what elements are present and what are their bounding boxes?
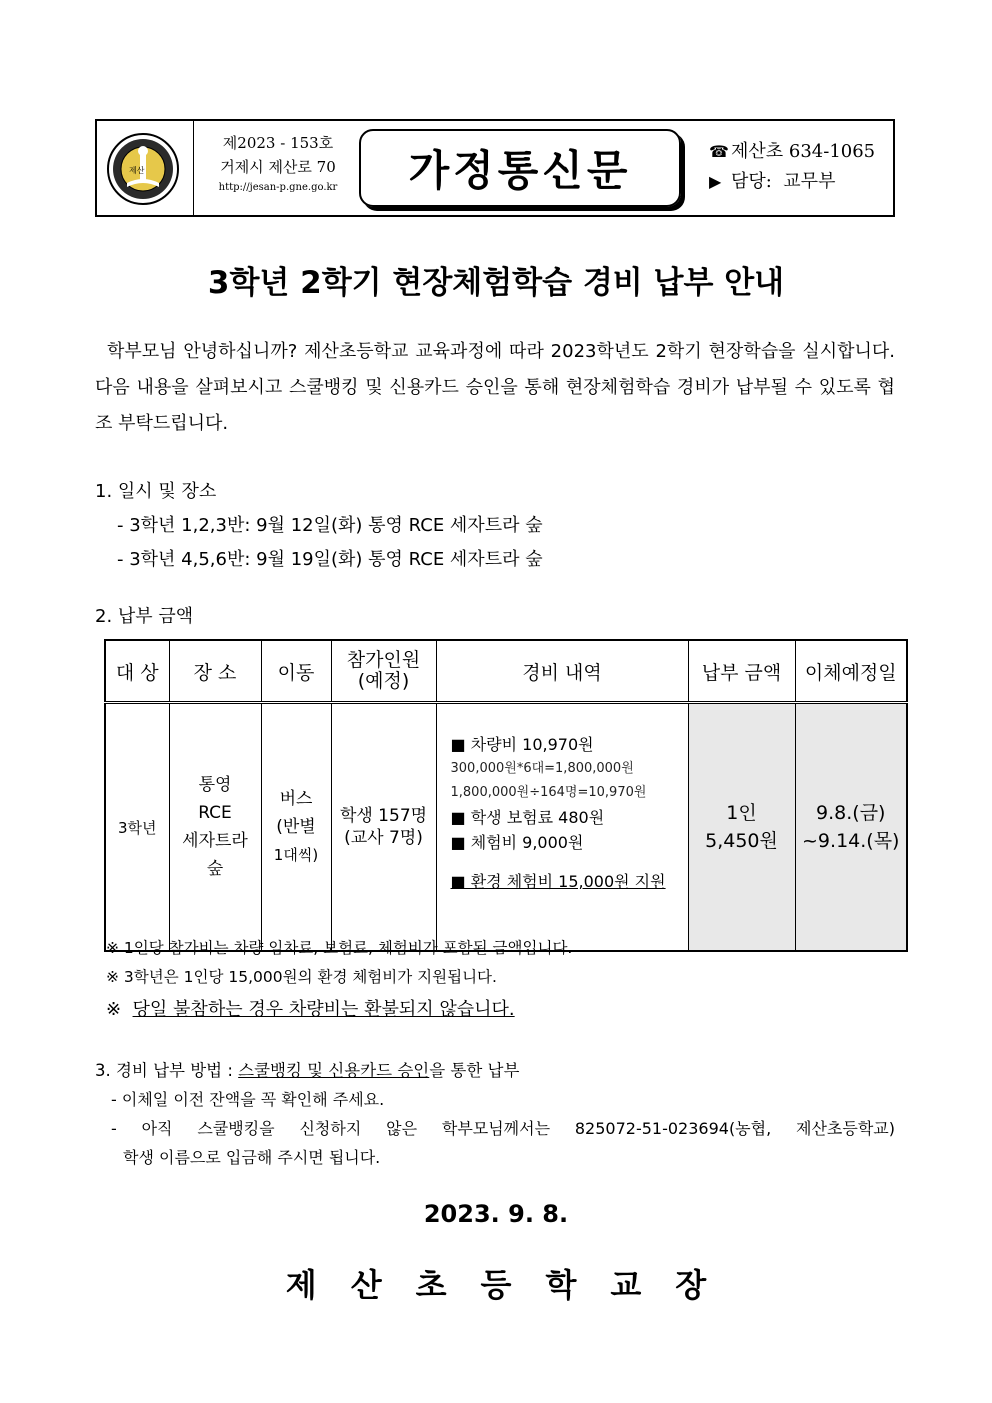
- phone-icon: ☎: [709, 142, 729, 161]
- school-emblem-icon: [107, 133, 179, 205]
- schedule-item: - 3학년 4,5,6반: 9월 19일(화) 통영 RCE 세자트라 숲: [117, 549, 543, 570]
- amount-line: 1인: [726, 802, 757, 824]
- method-item: 학생 이름으로 입금해 주시면 됩니다.: [123, 1148, 381, 1167]
- note: ※ 3학년은 1인당 15,000원의 환경 체험비가 지원됩니다.: [106, 968, 497, 986]
- method-item: - 이체일 이전 잔액을 꼭 확인해 주세요.: [111, 1090, 385, 1109]
- school-info: [203, 131, 353, 197]
- detail-bus-calc: 1,800,000원÷164명=10,970원: [450, 785, 647, 800]
- note: ※ 1인당 참가비는 차량 임차료, 보험료, 체험비가 포함된 금액입니다.: [106, 939, 573, 957]
- place-line: 통영: [198, 775, 232, 795]
- cell-amount: [688, 703, 795, 952]
- place-line: 세자트라: [182, 831, 248, 851]
- note-mark: ※: [106, 999, 122, 1020]
- cell-people: [331, 703, 436, 952]
- issue-number: 제2023 - 153호: [222, 134, 334, 152]
- detail-bus: ■ 차량비 10,970원: [450, 735, 594, 754]
- section3-heading: [95, 1057, 519, 1081]
- note-warning-text: 당일 불참하는 경우 차량비는 환불되지 않습니다.: [132, 999, 515, 1020]
- col-people: [331, 640, 436, 703]
- section3-method: 스쿨뱅킹 및 신용카드 승인: [238, 1061, 430, 1080]
- emblem-text: 제산: [129, 166, 145, 175]
- schedule-item: - 3학년 1,2,3반: 9월 12일(화) 통영 RCE 세자트라 숲: [117, 515, 543, 536]
- transfer-line: 9.8.(금): [816, 802, 886, 824]
- table-header-row: [105, 640, 907, 703]
- amount-line: 5,450원: [705, 830, 778, 852]
- transport-line: (반별: [276, 817, 316, 837]
- col-target: 대 상: [105, 640, 169, 703]
- issue-date: 2023. 9. 8.: [423, 1200, 569, 1228]
- arrow-right-icon: ▶: [709, 172, 722, 191]
- detail-insurance: ■ 학생 보험료 480원: [450, 808, 605, 827]
- dept-name: 교무부: [783, 171, 836, 192]
- col-people-line2: (예정): [357, 670, 410, 692]
- transfer-line: ~9.14.(목): [802, 830, 900, 852]
- school-url[interactable]: http://jesan-p.gne.go.kr: [218, 182, 338, 193]
- people-line: 학생 157명: [339, 806, 428, 826]
- cell-detail: [436, 703, 688, 952]
- section2-heading: 2. 납부 금액: [95, 606, 194, 627]
- letter-header: [95, 119, 895, 217]
- note-warning: [106, 995, 515, 1021]
- intro-paragraph: [95, 334, 895, 442]
- dept-label: 담당:: [731, 171, 772, 192]
- transport-line: 버스: [279, 789, 313, 809]
- phone-number: 제산초 634-1065: [731, 141, 876, 162]
- place-line: 숲: [206, 859, 224, 879]
- letter-title: 가정통신문: [408, 146, 632, 195]
- logo-cell: [97, 121, 194, 215]
- cell-target: 3학년: [105, 703, 169, 952]
- col-transfer: 이체예정일: [795, 640, 907, 703]
- col-people-line1: 참가인원: [346, 649, 421, 671]
- col-amount: 납부 금액: [688, 640, 795, 703]
- fee-table: [104, 639, 908, 952]
- detail-support: ■ 환경 체험비 15,000원 지원: [450, 872, 666, 891]
- page-title: 3학년 2학기 현장체험학습 경비 납부 안내: [207, 265, 785, 301]
- method-item: - 아직 스쿨뱅킹을 신청하지 않은 학부모님께서는 825072-51-023694(농협, 제산초등학교): [111, 1119, 895, 1138]
- detail-bus-calc: 300,000원*6대=1,800,000원: [450, 761, 634, 776]
- col-detail: 경비 내역: [436, 640, 688, 703]
- section1-heading: 1. 일시 및 장소: [95, 481, 217, 502]
- place-line: RCE: [198, 803, 232, 823]
- cell-transport: [261, 703, 331, 952]
- people-line: (교사 7명): [344, 828, 423, 848]
- contact-info: [709, 137, 875, 197]
- transport-line: 1대씩): [273, 846, 319, 864]
- detail-experience: ■ 체험비 9,000원: [450, 833, 584, 852]
- col-transport: 이동: [261, 640, 331, 703]
- cell-place: [169, 703, 261, 952]
- intro-text: 학부모님 안녕하십니까? 제산초등학교 교육과정에 따라 2023학년도 2학기 현장학습을 실시합니다. 다음 내용을 살펴보시고 스쿨뱅킹 및 신용카드 승인을 통해 현장체험학습 경비가 납부될 수 있도록 협조 부탁드립니다.: [95, 341, 895, 434]
- school-address: 거제시 제산로 70: [220, 158, 336, 176]
- table-row: [105, 703, 907, 952]
- principal-signature: 제산초등학교장: [285, 1266, 741, 1304]
- section3-heading-tail: 을 통한 납부: [429, 1061, 520, 1080]
- title-box: [359, 129, 681, 207]
- col-place: 장 소: [169, 640, 261, 703]
- section3-heading-text: 3. 경비 납부 방법 :: [95, 1061, 239, 1080]
- cell-transfer: [795, 703, 907, 952]
